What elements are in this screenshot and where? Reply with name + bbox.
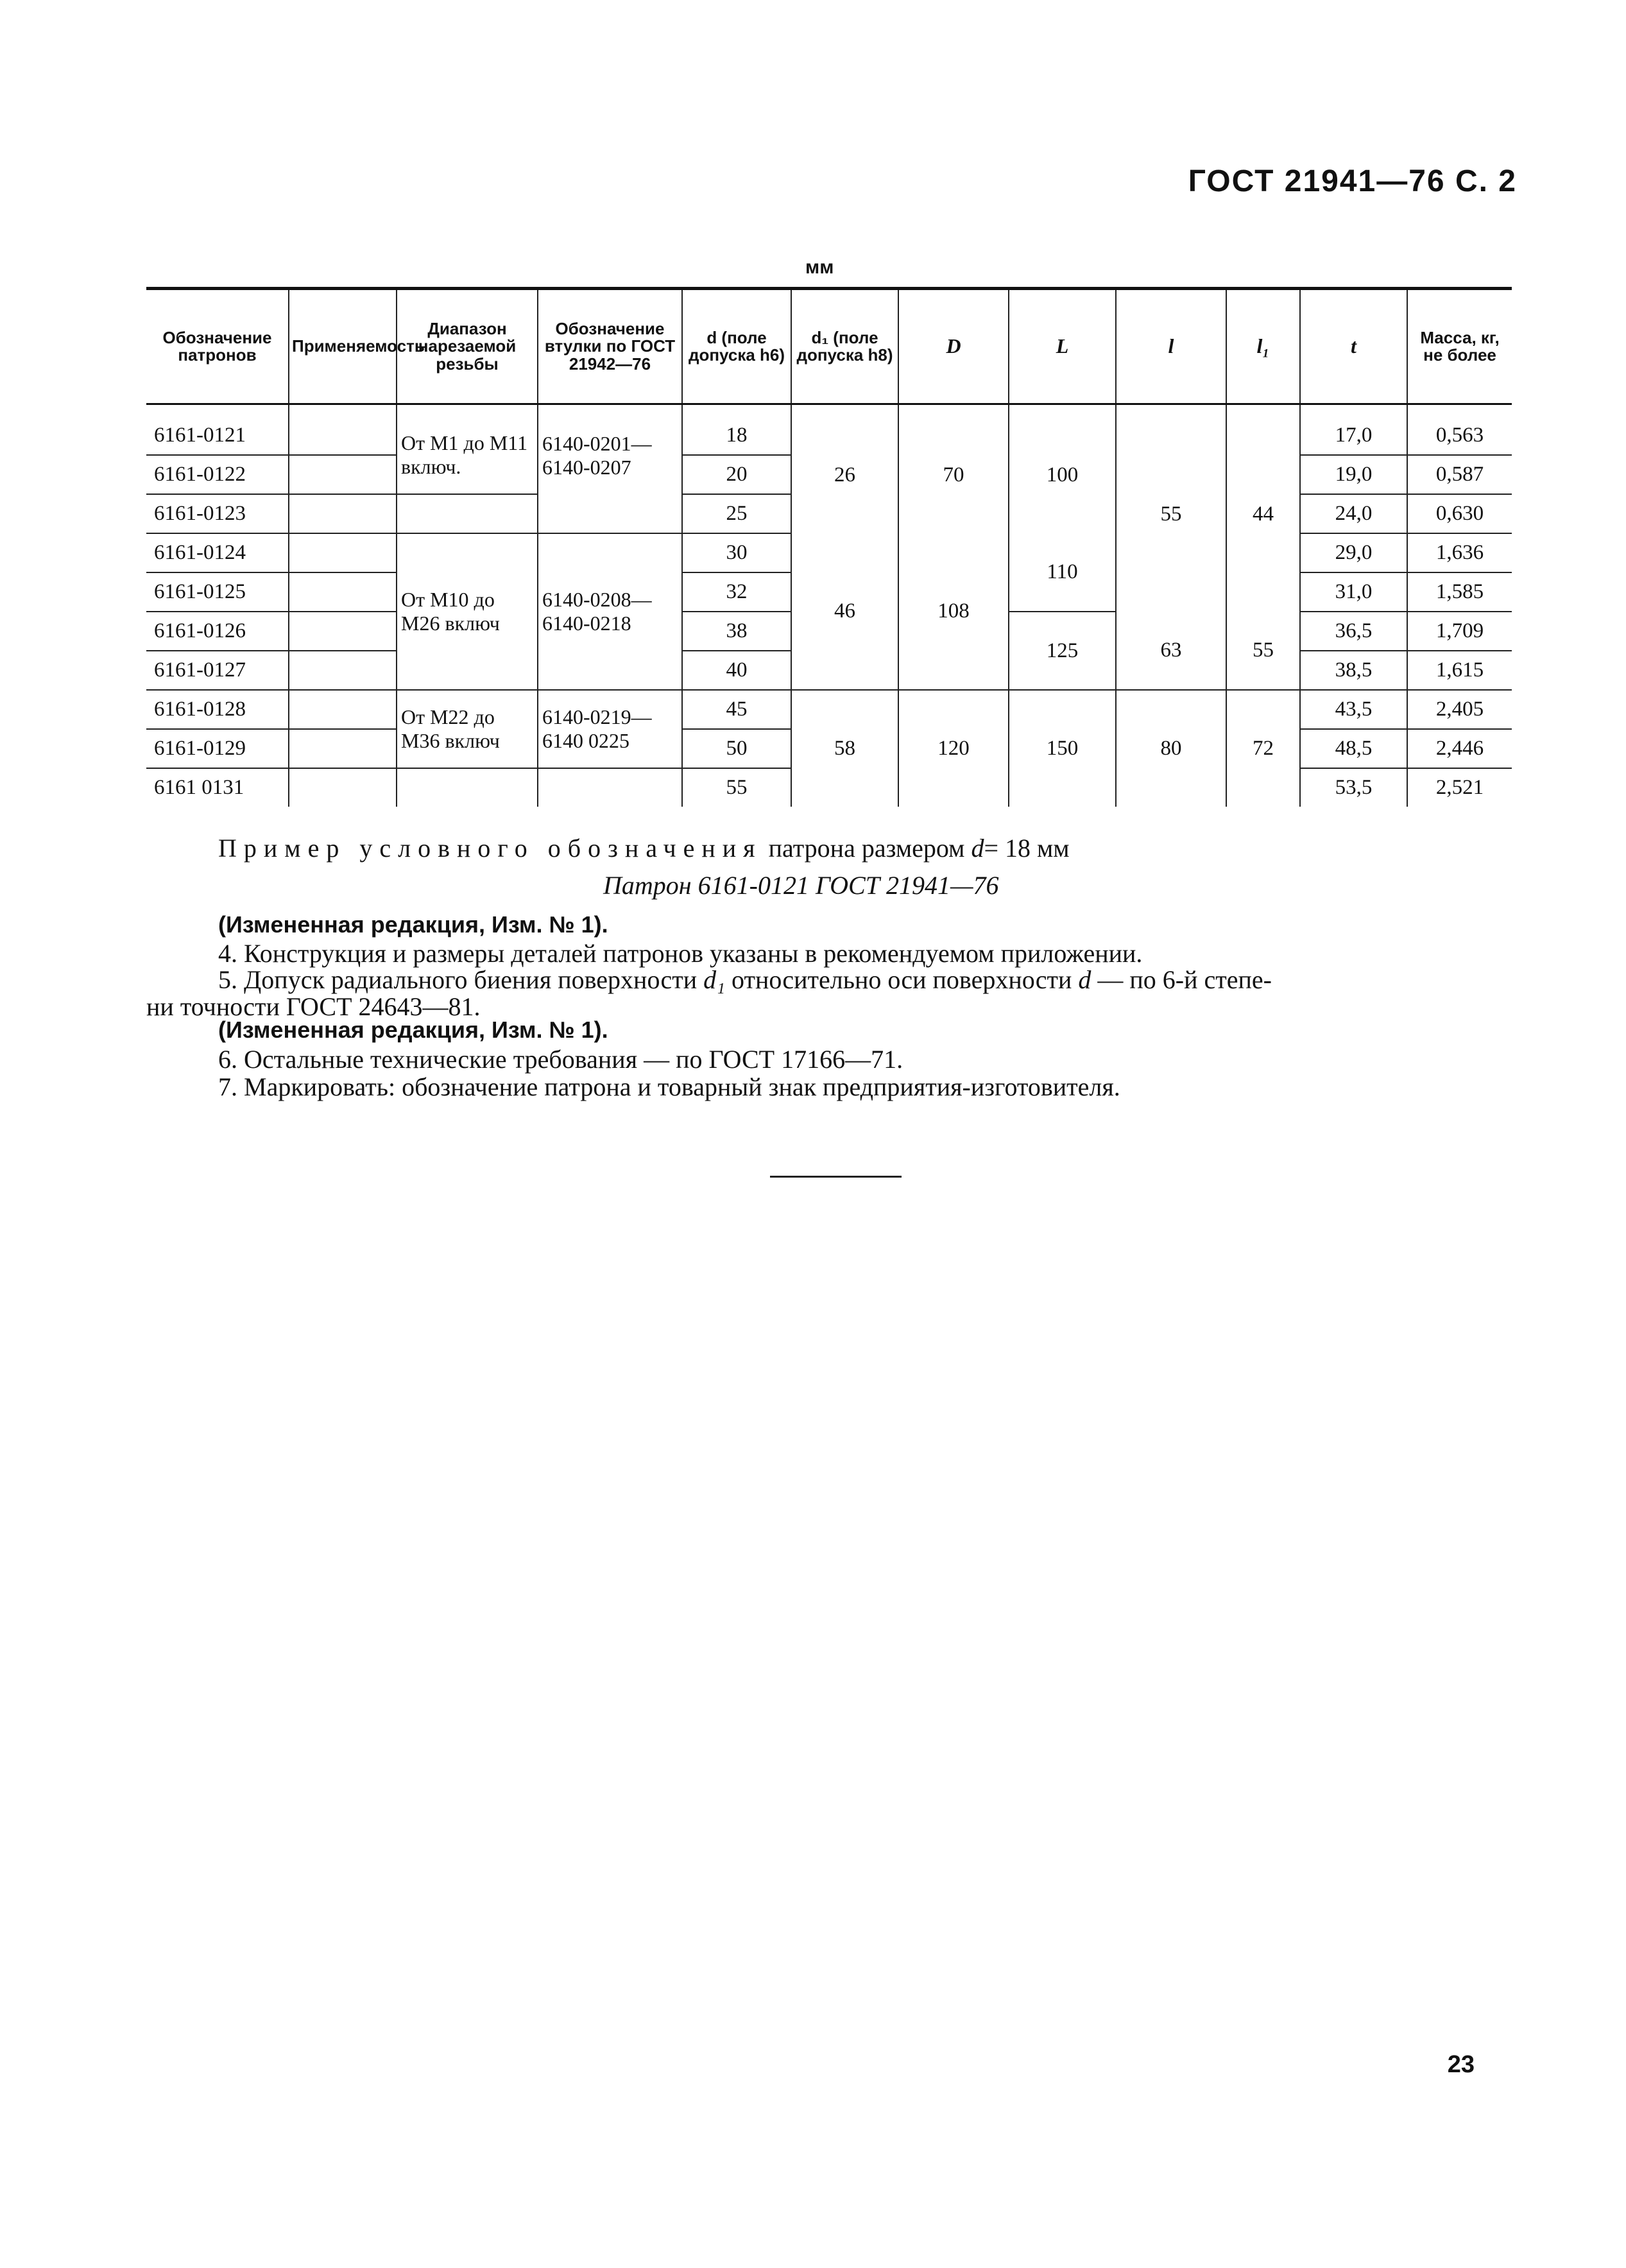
- cell-d: 20: [682, 455, 791, 494]
- table-row: [146, 404, 1512, 456]
- example-designation: Патрон 6161-0121 ГОСТ 21941—76: [603, 871, 999, 900]
- cell-l: 63: [1116, 612, 1226, 690]
- cell-L: 125: [1009, 612, 1116, 690]
- cell-applicability: [289, 455, 397, 494]
- cell-t: 31,0: [1300, 572, 1407, 612]
- paragraph-6: 6. Остальные технические требования — по ГОСТ 17166—71.: [218, 1045, 903, 1074]
- paragraph-5-symbol: d₁: [703, 965, 725, 994]
- example-value: = 18 мм: [984, 834, 1070, 863]
- cell-mass: 0,630: [1407, 494, 1512, 533]
- cell-mass: 2,521: [1407, 768, 1512, 807]
- table-unit: мм: [805, 257, 834, 278]
- cell-applicability: [289, 690, 397, 729]
- paragraph-5: [218, 965, 1272, 995]
- paragraph-5-continued: ни точности ГОСТ 24643—81.: [146, 992, 481, 1021]
- cell-d: 30: [682, 533, 791, 572]
- cell-t: 48,5: [1300, 729, 1407, 768]
- cell-mass: 0,563: [1407, 404, 1512, 456]
- cell-applicability: [289, 494, 397, 533]
- col-header-applicability: Применяемость: [289, 289, 397, 404]
- cell-D: 108: [898, 533, 1009, 690]
- cell-t: 19,0: [1300, 455, 1407, 494]
- cell-d: 55: [682, 768, 791, 807]
- cell-d: 40: [682, 651, 791, 690]
- cell-t: 36,5: [1300, 612, 1407, 651]
- cell-bushing: [538, 768, 682, 807]
- col-header-l1: l₁: [1226, 289, 1300, 404]
- example-label: Пример условного обозначения: [218, 834, 762, 863]
- example-line: [218, 833, 1070, 863]
- cell-l1: 72: [1226, 690, 1300, 807]
- col-header-thread-range: Диапазон нарезаемой резьбы: [397, 289, 538, 404]
- cell-applicability: [289, 612, 397, 651]
- cell-d1: 58: [791, 690, 898, 807]
- col-header-d: d (поле допуска h6): [682, 289, 791, 404]
- cell-code: 6161-0122: [146, 455, 289, 494]
- page-number: 23: [1447, 2051, 1475, 2078]
- cell-thread-range: От М1 до М11 включ.: [397, 404, 538, 495]
- cell-code: 6161 0131: [154, 776, 244, 799]
- col-header-mass: Масса, кг, не более: [1407, 289, 1512, 404]
- paragraph-5-text: — по 6-й степе-: [1097, 965, 1272, 994]
- cell-d1: 26: [791, 404, 898, 534]
- cell-code: 6161-0127: [146, 651, 289, 690]
- cell-t: 53,5: [1300, 768, 1407, 807]
- table-row: [146, 533, 1512, 572]
- cell-code: 6161-0124: [146, 533, 289, 572]
- cell-applicability: [289, 572, 397, 612]
- cell-t: 17,0: [1300, 404, 1407, 456]
- col-header-bushing: Обозначение втулки по ГОСТ 21942—76: [538, 289, 682, 404]
- cell-mass: 1,585: [1407, 572, 1512, 612]
- cell-thread-range: От М22 до М36 включ: [397, 690, 538, 768]
- cell-applicability: [289, 651, 397, 690]
- paragraph-7: 7. Маркировать: обозначение патрона и товарный знак предприятия-изготовителя.: [218, 1072, 1120, 1101]
- cell-mass: 1,615: [1407, 651, 1512, 690]
- col-header-l: l: [1116, 289, 1226, 404]
- cell-code: 6161-0125: [146, 572, 289, 612]
- cell-applicability: [289, 768, 397, 807]
- cell-l: 80: [1116, 690, 1226, 807]
- chuck-dimensions-table: [146, 287, 1512, 807]
- amendment-note: (Измененная редакция, Изм. № 1).: [218, 911, 608, 938]
- cell-t: 24,0: [1300, 494, 1407, 533]
- col-header-code: Обозначение патронов: [146, 289, 289, 404]
- cell-l: 55: [1116, 404, 1226, 612]
- cell-d: 45: [682, 690, 791, 729]
- cell-L: 110: [1009, 533, 1116, 612]
- cell-d: 25: [682, 494, 791, 533]
- cell-L: 100: [1009, 404, 1116, 534]
- cell-L: 150: [1009, 690, 1116, 807]
- cell-applicability: [289, 533, 397, 572]
- cell-code: 6161-0129: [146, 729, 289, 768]
- cell-l1: 44: [1226, 404, 1300, 612]
- cell-d: 38: [682, 612, 791, 651]
- paragraph-5-text: 5. Допуск радиального биения поверхности: [218, 965, 697, 994]
- cell-bushing: 6140-0208— 6140-0218: [538, 533, 682, 690]
- cell-bushing: [538, 494, 682, 533]
- page-header: ГОСТ 21941—76 С. 2: [1188, 164, 1517, 198]
- cell-mass: 1,709: [1407, 612, 1512, 651]
- cell-bushing: 6140-0219— 6140 0225: [538, 690, 682, 768]
- cell-D: 120: [898, 690, 1009, 807]
- paragraph-4: 4. Конструкция и размеры деталей патронов указаны в рекомендуемом приложении.: [218, 939, 1143, 968]
- cell-t: 29,0: [1300, 533, 1407, 572]
- cell-mass: 0,587: [1407, 455, 1512, 494]
- cell-mass: 1,636: [1407, 533, 1512, 572]
- end-rule: [770, 1176, 902, 1178]
- cell-thread-range: [397, 494, 538, 533]
- col-header-t: t: [1300, 289, 1407, 404]
- cell-d: 18: [682, 404, 791, 456]
- cell-applicability: [289, 729, 397, 768]
- paragraph-5-symbol: d: [1078, 965, 1091, 994]
- cell-d: 32: [682, 572, 791, 612]
- cell-mass: 2,405: [1407, 690, 1512, 729]
- example-symbol: d: [971, 834, 984, 863]
- cell-code: 6161-0121: [146, 404, 289, 456]
- cell-code: 6161-0126: [146, 612, 289, 651]
- example-text: патрона размером: [768, 834, 965, 863]
- cell-t: 43,5: [1300, 690, 1407, 729]
- cell-d: 50: [682, 729, 791, 768]
- cell-thread-range: [397, 768, 538, 807]
- cell-mass: 2,446: [1407, 729, 1512, 768]
- cell-l1: 55: [1226, 612, 1300, 690]
- col-header-D: D: [898, 289, 1009, 404]
- table-row: [146, 690, 1512, 729]
- cell-code: 6161-0123: [146, 494, 289, 533]
- cell-d1: 46: [791, 533, 898, 690]
- col-header-d1: d₁ (поле допуска h8): [791, 289, 898, 404]
- cell-code: 6161-0128: [146, 690, 289, 729]
- amendment-note: (Измененная редакция, Изм. № 1).: [218, 1017, 608, 1043]
- cell-thread-range: От М10 до М26 включ: [397, 533, 538, 690]
- col-header-L: L: [1009, 289, 1116, 404]
- cell-applicability: [289, 404, 397, 456]
- cell-t: 38,5: [1300, 651, 1407, 690]
- table-header-row: [146, 289, 1512, 404]
- cell-bushing: 6140-0201— 6140-0207: [538, 404, 682, 495]
- paragraph-5-text: относительно оси поверхности: [732, 965, 1072, 994]
- cell-D: 70: [898, 404, 1009, 534]
